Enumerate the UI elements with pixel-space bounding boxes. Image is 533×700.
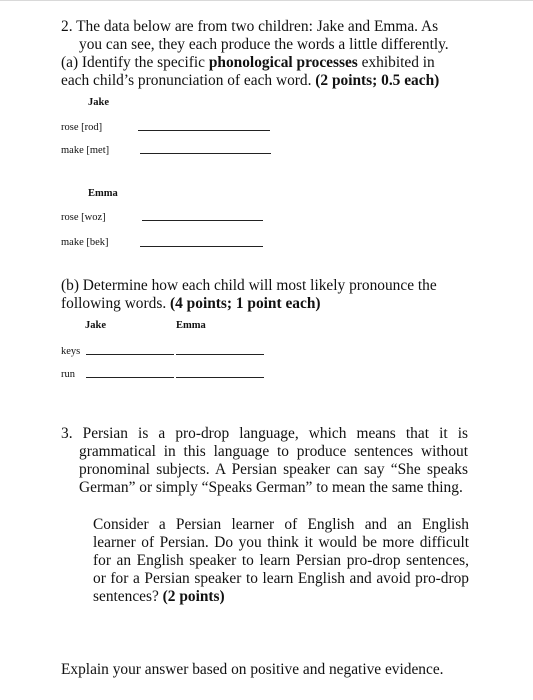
answer-line-run-emma[interactable] (176, 377, 264, 378)
q3-line-3: pronominal subjects. A Persian speaker can say “She speaks (79, 461, 468, 478)
consider-line-3: for an English speaker to learn Persian pro-drop sentences, (93, 552, 469, 569)
consider-line-2: learner of Persian. Do you think it would be more difficult (93, 534, 469, 551)
consider-line-4: or for a Persian speaker to learn English and avoid pro-drop (93, 570, 469, 587)
q2-line-1: 2. The data below are from two children: Jake and Emma. As (61, 18, 439, 35)
q2-line-2: you can see, they each produce the words a little differently. (79, 36, 449, 53)
b-col-emma: Emma (176, 320, 206, 331)
answer-line-emma-rose[interactable] (142, 220, 263, 221)
answer-line-jake-rose[interactable] (138, 130, 270, 131)
q3-line-4: German” or simply “Speaks German” to mean the same thing. (79, 479, 463, 496)
b-col-jake: Jake (85, 320, 106, 331)
q2a-line-2: each child’s pronunciation of each word. (2 points; 0.5 each) (61, 72, 440, 89)
emma-header: Emma (88, 188, 118, 199)
consider-line-1: Consider a Persian learner of English and an English (93, 516, 469, 533)
b-word-run: run (61, 369, 75, 380)
explain-line: Explain your answer based on positive and negative evidence. (61, 661, 444, 678)
answer-line-keys-jake[interactable] (86, 354, 174, 355)
b-word-keys: keys (61, 346, 81, 357)
q2a-line-1: (a) Identify the specific phonological processes exhibited in (61, 54, 435, 71)
q3-line-1: 3. Persian is a pro-drop language, which means that it is (61, 425, 468, 442)
answer-line-run-jake[interactable] (86, 377, 174, 378)
q2b-line-2: following words. (4 points; 1 point each) (61, 295, 321, 312)
consider-line-5: sentences? (2 points) (93, 588, 225, 605)
answer-line-emma-make[interactable] (140, 246, 263, 247)
jake-item-make: make [met] (61, 145, 110, 156)
jake-header: Jake (88, 97, 109, 108)
answer-line-jake-make[interactable] (140, 153, 271, 154)
q2b-line-1: (b) Determine how each child will most likely pronounce the (61, 277, 437, 294)
answer-line-keys-emma[interactable] (176, 354, 264, 355)
q3-line-2: grammatical in this language to produce sentences without (79, 443, 468, 460)
emma-item-rose: rose [woz] (61, 212, 106, 223)
jake-item-rose: rose [rod] (61, 122, 103, 133)
emma-item-make: make [bek] (61, 237, 109, 248)
